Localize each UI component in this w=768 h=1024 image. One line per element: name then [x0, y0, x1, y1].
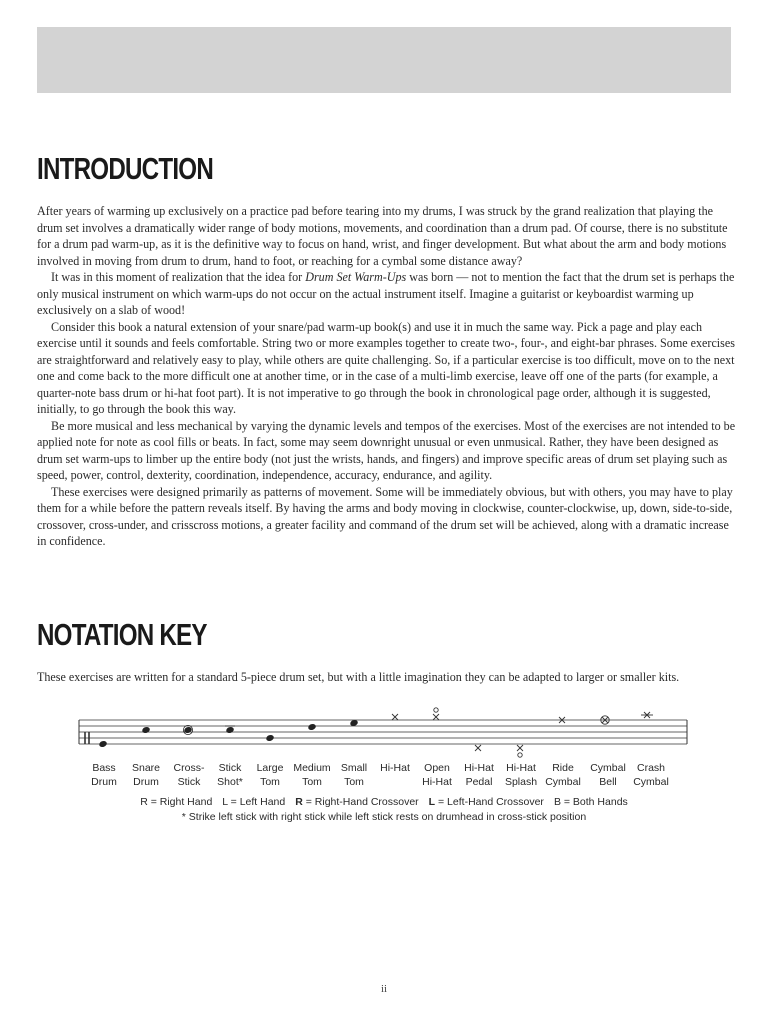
legend-label-line-1: Hi-Hat — [506, 762, 536, 774]
hand-key-text: = Both Hands — [560, 796, 628, 808]
legend-label-line-2: Tom — [344, 775, 364, 788]
hand-key-text: = Left Hand — [227, 796, 286, 808]
intro-p2-start: It was in this moment of realization that the idea for — [51, 270, 306, 284]
legend-label — [545, 762, 581, 789]
hand-key-text: = Left-Hand Crossover — [435, 796, 544, 808]
legend-label-line-1: Ride — [552, 762, 574, 774]
hand-key-item — [222, 796, 285, 808]
legend-label-line-2: Cymbal — [633, 775, 669, 788]
note-open-hi-hat — [433, 708, 439, 720]
header-banner — [37, 27, 731, 93]
intro-paragraph-4: Be more musical and less mechanical by varying the dynamic levels and tempos of the exercises. Most of the exercises are not intended to be applied note for note as cool fills or beats. In fact, some may seem downright unusual or even unmusical. Rather, they have been designed as drum set warm-ups to limber up the entire body (not just the wrists, hands, and fingers) and improve specific areas of drum set playing such as speed, power, control, dexterity, coordination, independence, accuracy, endurance, and agility. — [37, 418, 736, 482]
legend-label-line-2: Drum — [91, 775, 117, 788]
legend-label — [590, 762, 626, 789]
legend-label-line-1: Medium — [293, 762, 331, 774]
hand-key-item — [554, 796, 628, 808]
intro-p2-end: was born — not to mention the fact that the drum set is perhaps the only musical instrument on which warm-ups do not occur on the actual instrument itself. Imagine a guitarist or keyboardist warming up exclusively on a slab of wood! — [37, 270, 735, 317]
introduction-body — [37, 203, 737, 550]
note-crash-cymbal — [641, 712, 653, 718]
note-small-tom — [350, 720, 358, 727]
legend-label — [633, 762, 669, 789]
hand-key-item — [295, 796, 418, 808]
legend-label — [257, 762, 284, 789]
legend-label-line-2: Hi-Hat — [422, 775, 452, 788]
page-number: ii — [380, 983, 388, 995]
note-bass-drum — [99, 741, 107, 748]
notation-staff — [70, 700, 690, 760]
note-large-tom — [266, 735, 274, 742]
legend-label — [464, 762, 494, 789]
intro-paragraph-3: Consider this book a natural extension of your snare/pad warm-up book(s) and use it in much the same way. Pick a page and play each exercise until it sounds and feels comfortable. String two or more examples together to create two-, four-, and eight-bar phrases. Some exercises are straightforward and relatively easy to play, while others are quite challenging. So, if a particular exercise is too difficult, move on to the next one and come back to the more difficult one at another time, or in the case of a multi-limb exercise, leave off one of the parts (for example, a quarter-note bass drum or hi-hat foot part). It is not imperative to go through the book in chronological page order, although it is suggested, initially, to go through the book this way. — [37, 319, 735, 416]
legend-label — [132, 762, 160, 789]
legend-label-line-1: Open — [424, 762, 450, 774]
note-hi-hat-splash — [517, 745, 523, 757]
legend-label-line-2: Cymbal — [545, 775, 581, 788]
legend-label-line-1: Small — [340, 762, 368, 774]
legend-label — [341, 762, 367, 789]
note-medium-tom — [308, 724, 316, 731]
legend-label — [293, 762, 330, 789]
hand-key-item — [140, 796, 212, 808]
hand-key-abbr: B — [553, 796, 561, 808]
staff-lines — [79, 720, 687, 744]
note-hi-hat — [392, 714, 398, 720]
book-title: Drum Set Warm-Ups — [305, 270, 407, 284]
legend-label-line-1: Crash — [636, 762, 665, 774]
x-note-heads — [392, 708, 653, 757]
hand-key-abbr: R — [295, 796, 303, 808]
legend-label-line-2: Tom — [302, 775, 322, 788]
legend-label-line-1: Large — [256, 762, 284, 774]
legend-label — [91, 762, 117, 789]
legend-label-line-2: Pedal — [465, 775, 493, 788]
hand-key-abbr: L — [222, 796, 228, 808]
hand-key-abbr: L — [428, 796, 436, 808]
note-heads — [99, 720, 358, 748]
intro-paragraph-2 — [37, 269, 737, 319]
legend-label-line-2: Stick — [177, 775, 201, 788]
legend-label-line-1: Stick — [218, 762, 242, 774]
hand-key-item — [429, 796, 544, 808]
legend-label-line-2: Tom — [260, 775, 280, 788]
intro-paragraph-5: These exercises were designed primarily as patterns of movement. Some will be immediately obvious, but with others, you may have to play them for a while before the pattern reveals itself. By having the arms and body moving in clockwise, counter-clockwise, up, down, side-to-side, crossover, cross-under, and crisscross motions, a greater facility and command of the drum set will be achieved, along with a dramatic increase in confidence. — [37, 484, 733, 548]
legend-label-line-2: Splash — [504, 775, 538, 788]
legend-label-line-2: Drum — [133, 775, 159, 788]
notation-footnote: * Strike left stick with right stick while left stick rests on drumhead in cross-stick position — [181, 811, 587, 823]
legend-label-line-1: Hi-Hat — [464, 762, 494, 774]
legend-label-line-1: Cross- — [173, 762, 205, 774]
note-cross-stick — [183, 725, 192, 734]
legend-label-line-1: Snare — [131, 762, 161, 774]
legend-label — [174, 762, 205, 789]
legend-label — [505, 762, 537, 789]
legend-label — [422, 762, 452, 789]
hand-key-abbr: R — [140, 796, 148, 808]
hand-key — [0, 796, 768, 808]
notation-key-heading: NOTATION KEY — [37, 617, 207, 652]
hand-key-text: = Right Hand — [147, 796, 213, 808]
legend-label-line-1: Hi-Hat — [380, 762, 410, 774]
legend-label-line-2: Shot* — [217, 775, 243, 788]
legend-label-line-1: Bass — [92, 762, 116, 774]
hand-key-text: = Right-Hand Crossover — [302, 796, 419, 808]
note-hi-hat-pedal — [475, 745, 481, 751]
introduction-heading: INTRODUCTION — [37, 151, 214, 186]
notation-intro-text: These exercises are written for a standard 5-piece drum set, but with a little imagination they can be adapted to larger or smaller kits. — [37, 670, 680, 684]
legend-label — [217, 762, 243, 789]
legend-label — [380, 762, 410, 776]
intro-paragraph-1: After years of warming up exclusively on a practice pad before tearing into my drums, I was struck by the grand realization that playing the drum set involves a dramatically wider range of body motions, movements, and coordination than a drum pad. Of course, there is no substitute for a drum pad warm-up, as it is the definitive way to focus on hand, wrist, and finger development. But what about the arm and body motions involved in moving from drum to drum, hand to foot, or reaching for a cymbal some distance away? — [37, 204, 728, 268]
legend-label-line-2: Bell — [599, 775, 617, 788]
legend-label-line-1: Cymbal — [590, 762, 626, 774]
